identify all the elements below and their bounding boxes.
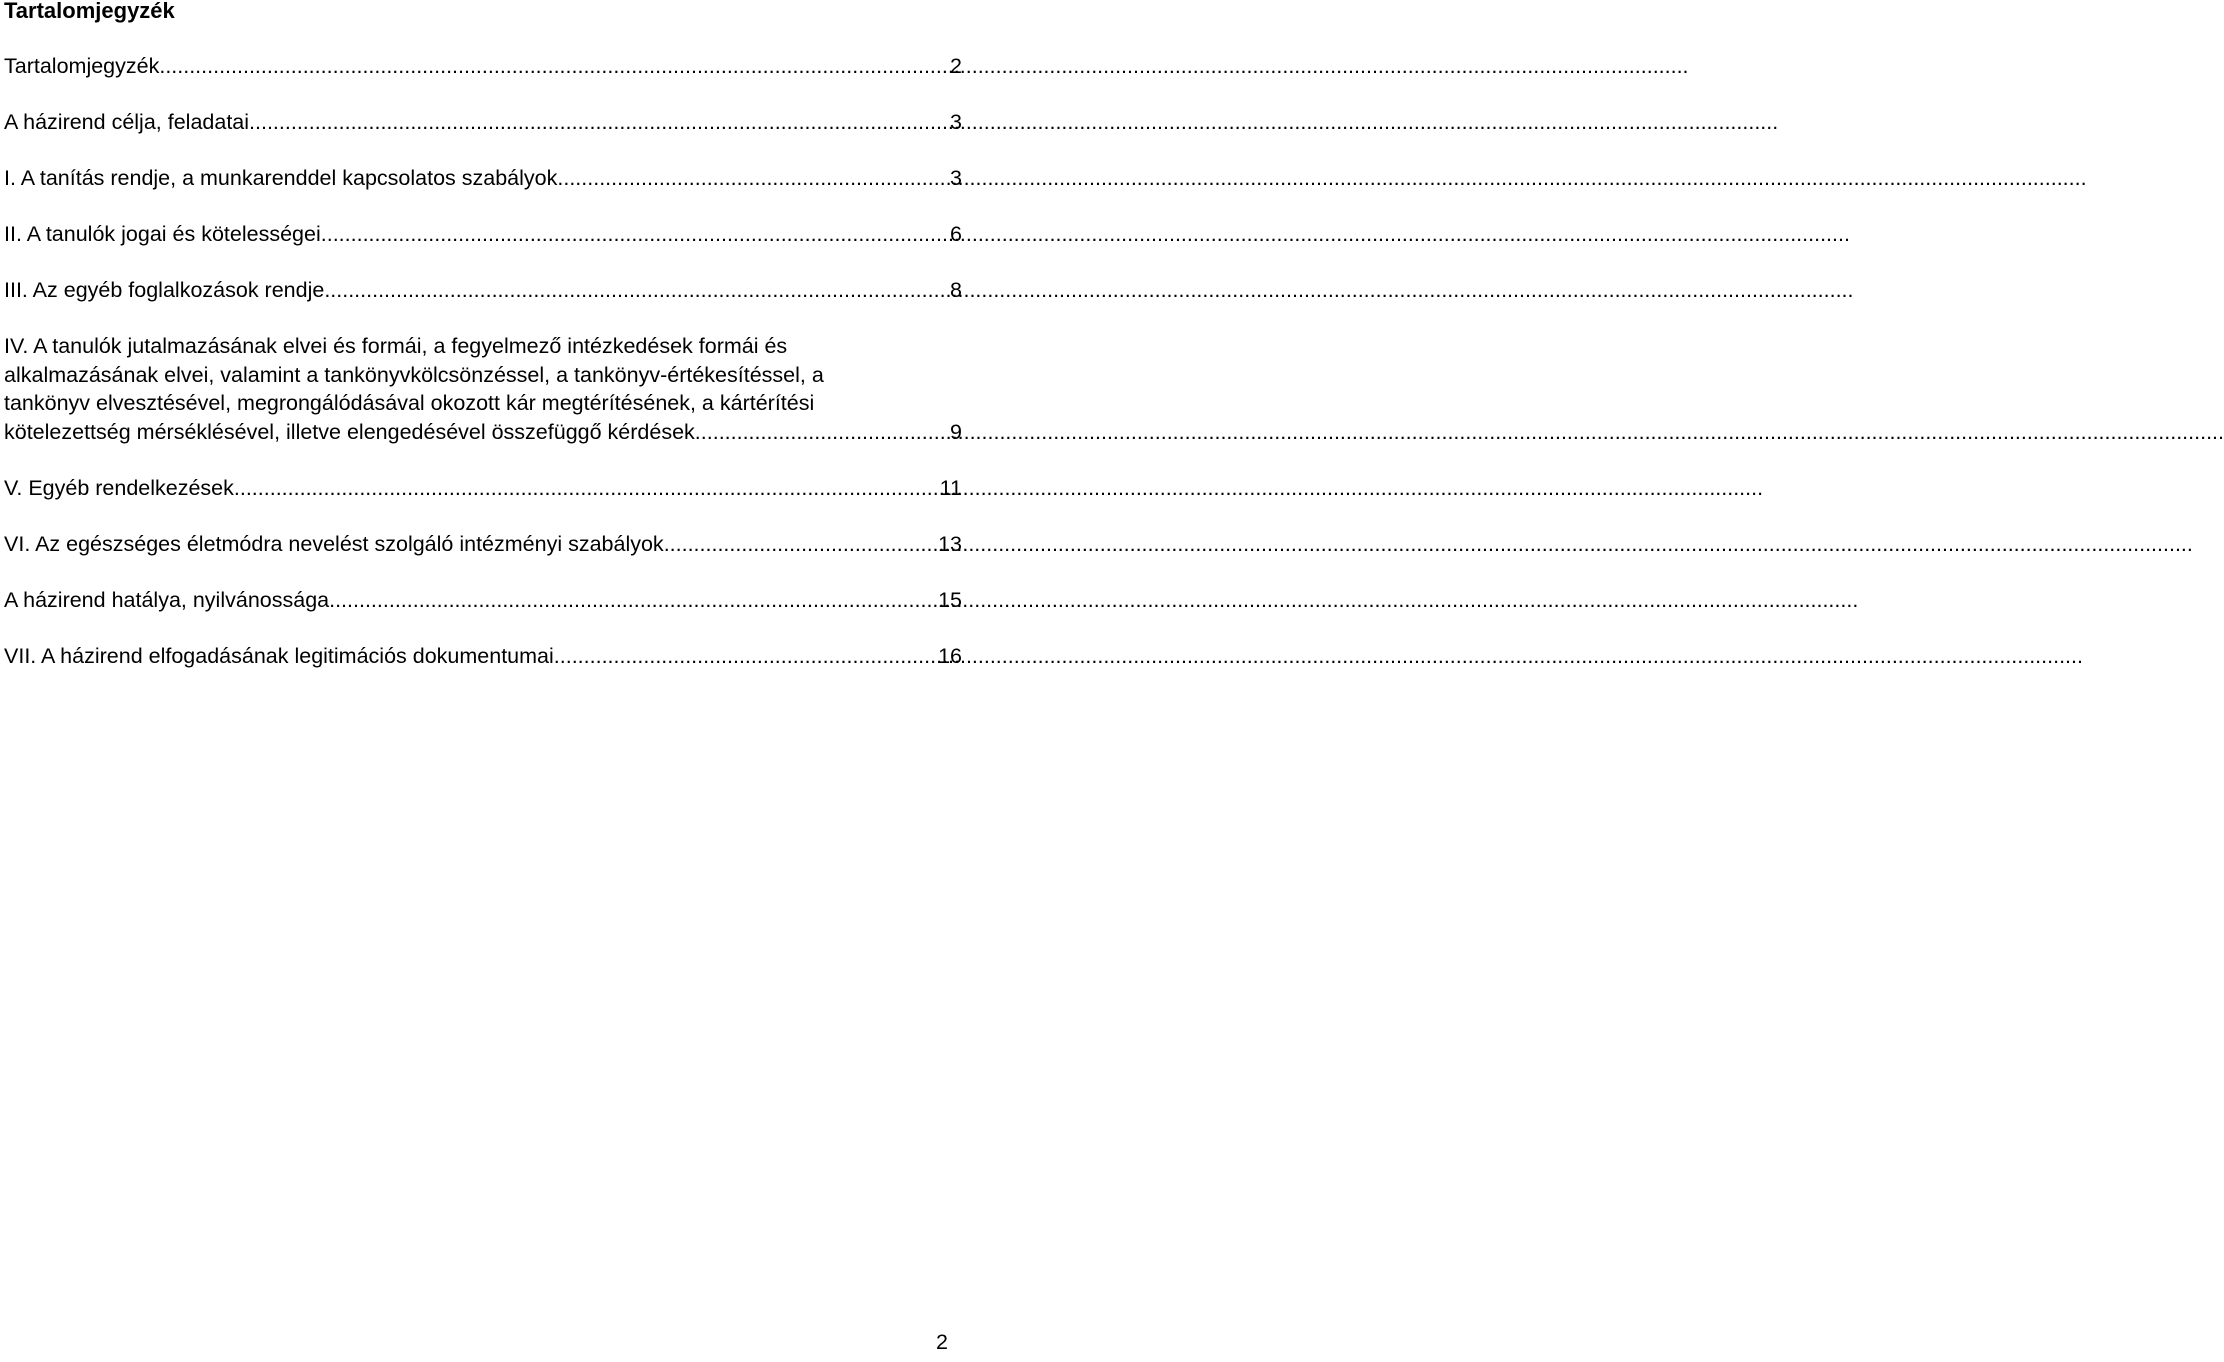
toc-entry-page: 9 (950, 419, 962, 444)
toc-dot-leader (159, 52, 922, 80)
toc-entry-page: 6 (950, 222, 962, 246)
toc-entry[interactable] (4, 530, 962, 558)
toc-entry-title-line: tankönyv elvesztésével, megrongálódásával okozott kár megtérítésének, a kártérítési (4, 391, 815, 415)
toc-dot-leader (554, 642, 922, 670)
toc-entry-page: 13 (938, 532, 962, 556)
toc-entry-page: 8 (950, 278, 962, 302)
toc-entry-title: Tartalomjegyzék (4, 54, 160, 78)
page-number: 2 (936, 1330, 948, 1354)
toc-entry-title: VI. Az egészséges életmódra nevelést szolgáló intézményi szabályok (4, 532, 664, 556)
toc-entry-title: I. A tanítás rendje, a munkarenddel kapcsolatos szabályok (4, 166, 558, 190)
toc-entry-page: 16 (938, 644, 962, 668)
toc-entry-title: A házirend hatálya, nyilvánossága (4, 588, 330, 612)
toc-entry-title: II. A tanulók jogai és kötelességei (4, 222, 321, 246)
toc-heading: Tartalomjegyzék (4, 0, 175, 23)
toc-entry[interactable] (4, 332, 962, 446)
toc-entry[interactable] (4, 108, 962, 136)
toc-entry-page: 3 (950, 166, 962, 190)
table-of-contents (4, 52, 962, 698)
toc-entry[interactable] (4, 52, 962, 80)
toc-dot-leader (321, 220, 922, 248)
toc-dot-leader (695, 418, 922, 447)
toc-entry[interactable] (4, 220, 962, 248)
toc-entry-title-line: IV. A tanulók jutalmazásának elvei és formái, a fegyelmező intézkedések formái és (4, 334, 788, 358)
toc-dot-leader (329, 586, 922, 614)
toc-dot-leader (234, 474, 922, 502)
toc-entry[interactable] (4, 586, 962, 614)
toc-entry-page: 2 (950, 54, 962, 78)
toc-dot-leader (249, 108, 922, 136)
toc-entry[interactable] (4, 642, 962, 670)
toc-entry-title: III. Az egyéb foglalkozások rendje (4, 278, 325, 302)
toc-entry-title: V. Egyéb rendelkezések (4, 476, 234, 500)
toc-dot-leader (664, 530, 922, 558)
toc-entry[interactable] (4, 164, 962, 192)
toc-entry-page: 15 (938, 588, 962, 612)
toc-dot-leader (557, 164, 922, 192)
toc-entry-title: A házirend célja, feladatai (4, 110, 250, 134)
toc-entry-title: kötelezettség mérséklésével, illetve elengedésével összefüggő kérdések (4, 419, 695, 444)
toc-entry-title-line: alkalmazásának elvei, valamint a tankönyvkölcsönzéssel, a tankönyv-értékesítéssel, a (4, 362, 824, 387)
toc-dot-leader (324, 276, 922, 304)
toc-entry[interactable] (4, 276, 962, 304)
toc-entry-page: 3 (950, 110, 962, 134)
toc-entry-page: 11 (939, 476, 962, 500)
toc-entry-title: VII. A házirend elfogadásának legitimációs dokumentumai (4, 644, 554, 668)
toc-entry[interactable] (4, 474, 962, 502)
